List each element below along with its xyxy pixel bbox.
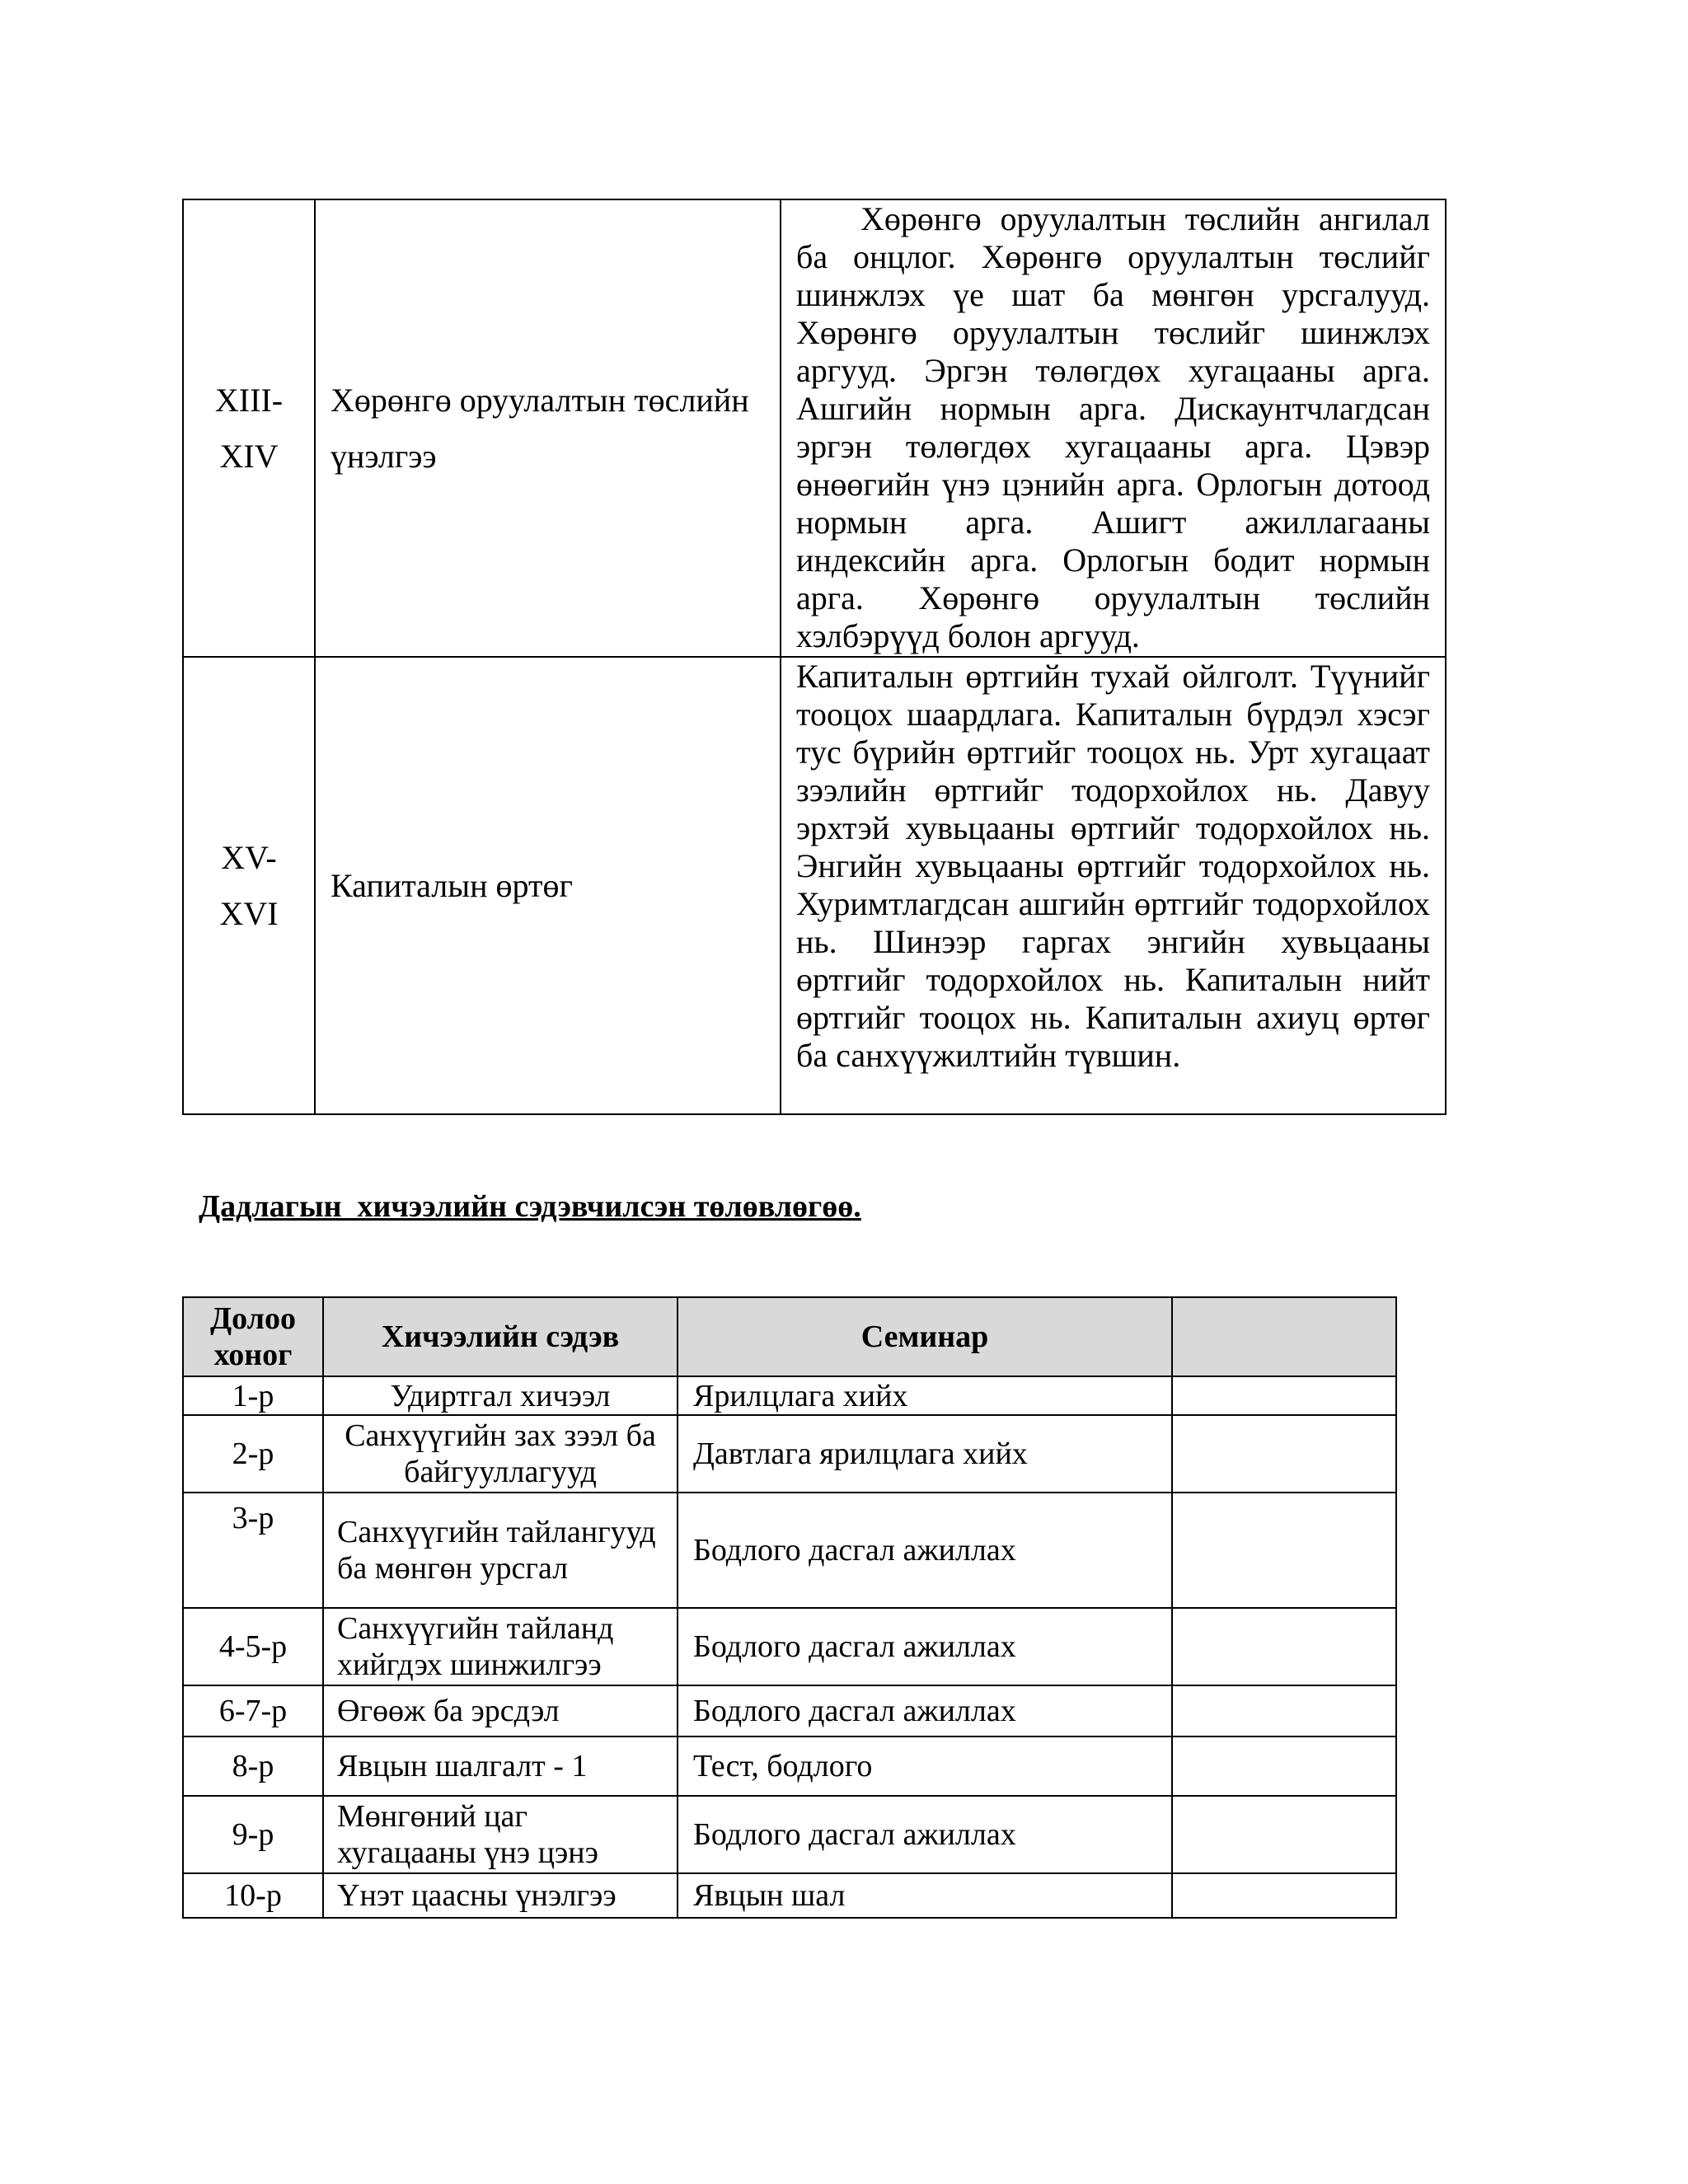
header-topic: Хичээлийн сэдэв <box>323 1297 678 1376</box>
table-row <box>183 657 1446 1114</box>
seminar-cell: Ярилцлага хийх <box>678 1376 1172 1415</box>
week-cell <box>183 657 315 1114</box>
topic-content-cell <box>781 657 1446 1114</box>
topic-cell: Явцын шалгалт - 1 <box>323 1736 678 1796</box>
table-row <box>183 1415 1396 1493</box>
seminar-cell: Бодлого дасгал ажиллах <box>678 1796 1172 1873</box>
week-cell: 3-р <box>183 1493 323 1608</box>
seminar-cell: Явцын шал <box>678 1873 1172 1918</box>
extra-cell <box>1172 1736 1396 1796</box>
section-heading: Дадлагын хичээлийн сэдэвчилсэн төлөвлөгөө. <box>199 1189 861 1224</box>
table-row <box>183 1736 1396 1796</box>
topic-content-text: Хөрөнгө оруулалтын төслийн ангилал ба онцлог. Хөрөнгө оруулалтын төслийг шинжлэх үе шат ба мөнгөн урсгалууд. Хөрөнгө оруулалтын төслийг шинжлэх аргууд. Эргэн төлөгдөх хугацааны арга. Ашгийн нормын арга. Дискаунтчлагдсан эргэн төлөгдөх хугацааны арга. Цэвэр өнөөгийн үнэ цэнийн арга. Орлогын дотоод нормын арга. Ашигт ажиллагааны индексийн арга. Орлогын бодит нормын арга. Хөрөнгө оруулалтын төслийн хэлбэрүүд болон аргууд. <box>796 200 1430 654</box>
seminar-cell: Бодлого дасгал ажиллах <box>678 1608 1172 1685</box>
topic-cell: Мөнгөний цаг хугацааны үнэ цэнэ <box>323 1796 678 1873</box>
topic-cell: Санхүүгийн зах зээл ба байгууллагууд <box>323 1415 678 1493</box>
week-cell: 10-р <box>183 1873 323 1918</box>
table-row <box>183 199 1446 657</box>
week-cell: 1-р <box>183 1376 323 1415</box>
topic-cell: Удиртгал хичээл <box>323 1376 678 1415</box>
table-row <box>183 1608 1396 1685</box>
practice-plan-table <box>182 1296 1397 1919</box>
topic-content-cell <box>781 199 1446 657</box>
topic-cell: Санхүүгийн тайлангууд ба мөнгөн урсгал <box>323 1493 678 1608</box>
week-label-line2: XVI <box>219 894 279 932</box>
topic-cell: Санхүүгийн тайланд хийгдэх шинжилгээ <box>323 1608 678 1685</box>
week-label-line1: XV- <box>221 838 277 876</box>
week-label-line2: XIV <box>219 437 279 475</box>
topic-title-cell: Капиталын өртөг <box>315 657 781 1114</box>
topic-content-text: Капиталын өртгийн тухай ойлголт. Түүнийг тооцох шаардлага. Капиталын бүрдэл хэсэг тус бүрийн өртгийг тооцох нь. Урт хугацаат зээлийн өртгийг тодорхойлох нь. Давуу эрхтэй хувьцааны өртгийг тодорхойлох нь. Энгийн хувьцааны өртгийг тодорхойлох нь. Хуримтлагдсан ашгийн өртгийг тодорхойлох нь. Шинээр гаргах энгийн хувьцааны өртгийг тодорхойлох нь. Капиталын нийт өртгийг тооцох нь. Капиталын ахиуц өртөг ба санхүүжилтийн түвшин. <box>796 658 1430 1074</box>
week-cell: 6-7-р <box>183 1685 323 1736</box>
seminar-cell: Тест, бодлого <box>678 1736 1172 1796</box>
table-row <box>183 1376 1396 1415</box>
table-row <box>183 1796 1396 1873</box>
extra-cell <box>1172 1376 1396 1415</box>
extra-cell <box>1172 1493 1396 1608</box>
seminar-cell: Давтлага ярилцлага хийх <box>678 1415 1172 1493</box>
week-cell: 2-р <box>183 1415 323 1493</box>
week-cell: 8-р <box>183 1736 323 1796</box>
week-label-line1: XIII- <box>214 381 284 419</box>
extra-cell <box>1172 1608 1396 1685</box>
topic-title-cell: Хөрөнгө оруулалтын төслийн үнэлгээ <box>315 199 781 657</box>
header-seminar: Семинар <box>678 1297 1172 1376</box>
table-row <box>183 1685 1396 1736</box>
seminar-cell: Бодлого дасгал ажиллах <box>678 1685 1172 1736</box>
extra-cell <box>1172 1415 1396 1493</box>
topic-cell: Үнэт цаасны үнэлгээ <box>323 1873 678 1918</box>
table-header-row <box>183 1297 1396 1376</box>
header-extra <box>1172 1297 1396 1376</box>
seminar-cell: Бодлого дасгал ажиллах <box>678 1493 1172 1608</box>
extra-cell <box>1172 1873 1396 1918</box>
week-cell: 9-р <box>183 1796 323 1873</box>
header-week: Долоо хоног <box>183 1297 323 1376</box>
table-row <box>183 1873 1396 1918</box>
week-cell <box>183 199 315 657</box>
week-cell: 4-5-р <box>183 1608 323 1685</box>
extra-cell <box>1172 1796 1396 1873</box>
topic-cell: Өгөөж ба эрсдэл <box>323 1685 678 1736</box>
extra-cell <box>1172 1685 1396 1736</box>
table-row <box>183 1493 1396 1608</box>
lecture-topic-table <box>182 199 1447 1115</box>
